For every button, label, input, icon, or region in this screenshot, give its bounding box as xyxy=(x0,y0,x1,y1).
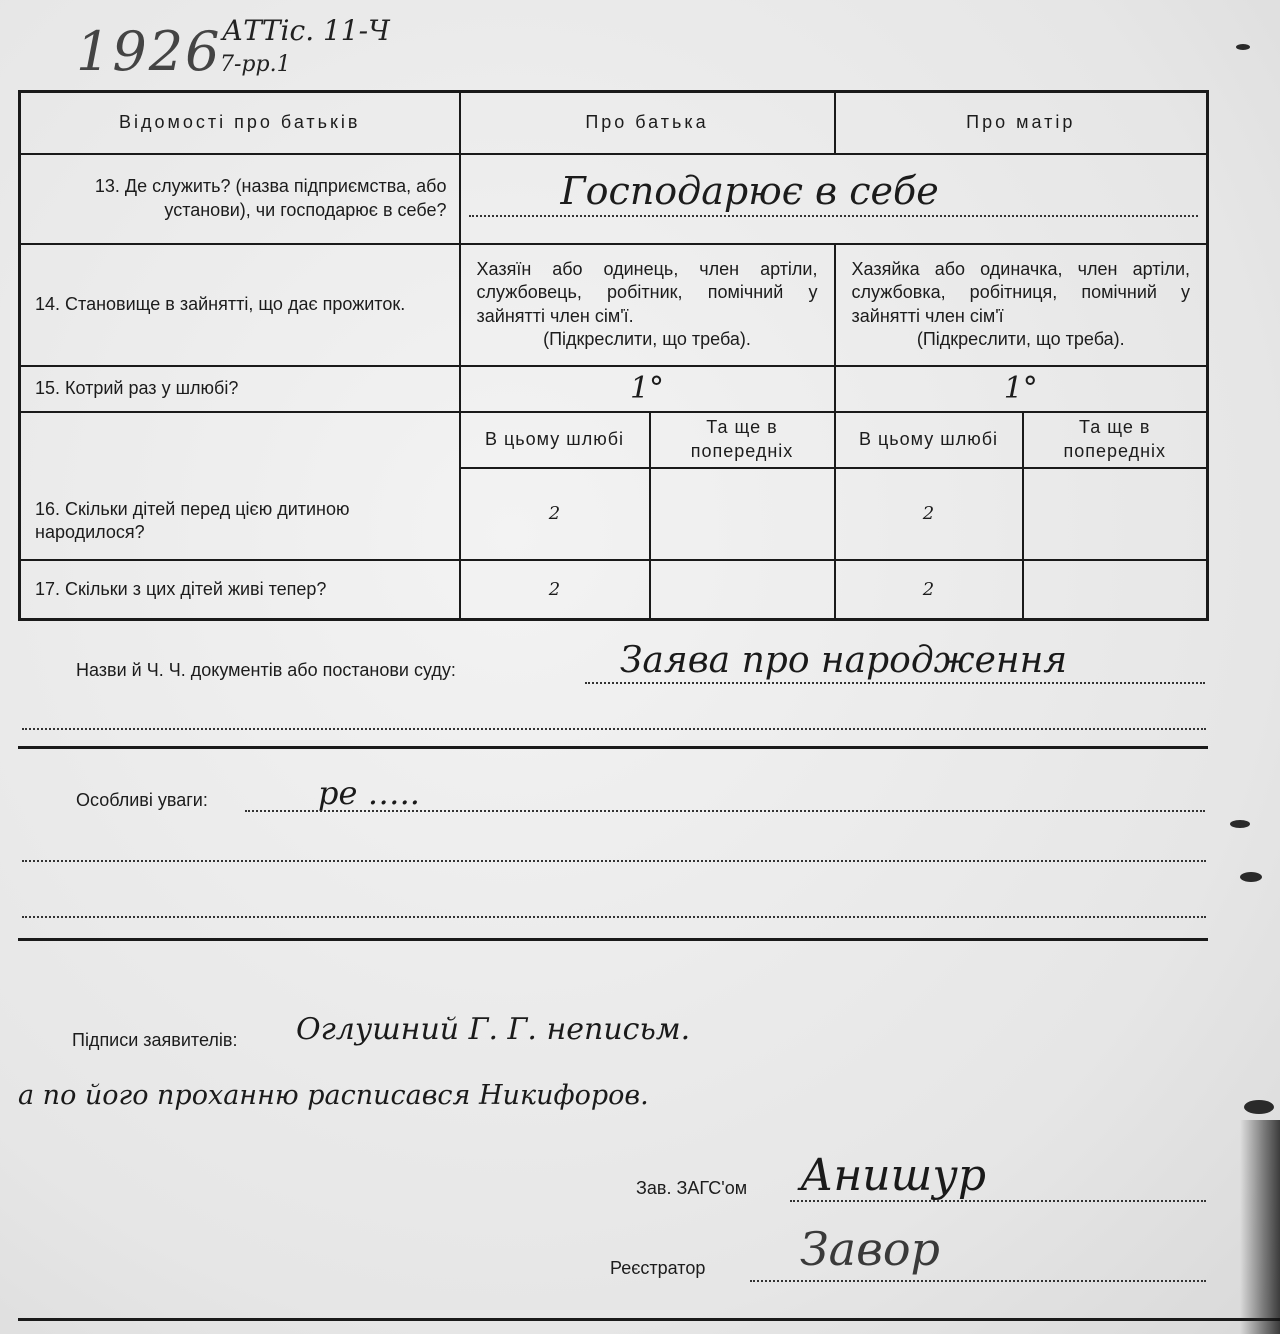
q13-answer-cell xyxy=(460,154,1208,244)
remarks-label: Особливі уваги: xyxy=(76,790,208,810)
ink-speck xyxy=(1236,44,1250,50)
subheader-father-this-marriage: В цьому шлюбі xyxy=(460,412,650,468)
ink-speck xyxy=(1244,1100,1274,1114)
q16-father-this: 2 xyxy=(460,468,650,560)
q17-mother-this: 2 xyxy=(835,560,1023,620)
ink-speck xyxy=(1230,820,1250,828)
q16-mother-this: 2 xyxy=(835,468,1023,560)
q14-father-note: (Підкреслити, що треба). xyxy=(543,328,751,349)
subheader-father-previous: Та ще в попередніх xyxy=(650,412,835,468)
q14-father-options-cell xyxy=(460,244,835,366)
torn-edge-shadow xyxy=(1240,1120,1280,1334)
ink-speck xyxy=(1240,872,1262,882)
head-signature: Анишур xyxy=(800,1150,987,1201)
q14-mother-options: Хазяйка або одиначка, член артіли, службовка, робітниця, помічний у зайнятті член сім'ї xyxy=(851,258,1190,326)
documents-dotted-line-2 xyxy=(22,728,1206,730)
q14-father-options: Хазяїн або одинець, член артіли, службовець, робітник, помічний у зайнятті член сім'ї. xyxy=(476,258,818,326)
head-dotted-line xyxy=(790,1200,1206,1202)
q14-mother-note: (Підкреслити, що треба). xyxy=(916,328,1125,349)
header-mother: Про матір xyxy=(835,92,1208,154)
q17-father-this: 2 xyxy=(460,560,650,620)
q16-label: 16. Скільки дітей перед цією дитиною народилося? xyxy=(20,412,460,560)
remarks-dotted-line-1 xyxy=(245,810,1205,812)
q15-label: 15. Котрий раз у шлюбі? xyxy=(20,366,460,412)
remarks-value: ре ….. xyxy=(318,774,420,812)
archive-subcode: 7-рр.1 xyxy=(220,52,291,77)
remarks-dotted-line-3 xyxy=(22,916,1206,918)
q14-mother-options-cell xyxy=(835,244,1208,366)
q17-label: 17. Скільки з цих дітей живі тепер? xyxy=(20,560,460,620)
q16-mother-prev xyxy=(1023,468,1208,560)
subheader-mother-previous: Та ще в попередніх xyxy=(1023,412,1208,468)
q13-dotted-line xyxy=(469,215,1199,217)
parents-info-table xyxy=(18,90,1209,621)
registrar-label: Реєстратор xyxy=(610,1258,706,1278)
row-q17 xyxy=(20,560,1208,620)
q15-mother: 1° xyxy=(835,366,1208,412)
archive-code: АТТіс. 11-Ч xyxy=(222,14,390,47)
documents-dotted-line-1 xyxy=(585,682,1205,684)
header-parents-info: Відомості про батьків xyxy=(20,92,460,154)
handwritten-year: 1926 xyxy=(76,20,222,83)
remarks-dotted-line-2 xyxy=(22,860,1206,862)
q13-answer: Господарює в себе xyxy=(560,168,939,213)
q15-father: 1° xyxy=(460,366,835,412)
registrar-dotted-line xyxy=(750,1280,1206,1282)
signatures-line2: а по його проханню расписався Никифоров. xyxy=(18,1080,649,1111)
row-subheaders xyxy=(20,412,1208,468)
q13-label: 13. Де служить? (назва підприємства, або установи), чи господарює в себе? xyxy=(20,154,460,244)
q14-label: 14. Становище в зайнятті, що дає прожиток. xyxy=(20,244,460,366)
header-father: Про батька xyxy=(460,92,835,154)
q17-mother-prev xyxy=(1023,560,1208,620)
row-q13 xyxy=(20,154,1208,244)
subheader-mother-this-marriage: В цьому шлюбі xyxy=(835,412,1023,468)
table-header-row xyxy=(20,92,1208,154)
bottom-divider xyxy=(18,1318,1280,1321)
registrar-signature: Завор xyxy=(800,1222,940,1276)
q17-father-prev xyxy=(650,560,835,620)
row-q15 xyxy=(20,366,1208,412)
section-divider-2 xyxy=(18,938,1208,941)
signatures-label: Підписи заявителів: xyxy=(72,1030,238,1050)
head-label: Зав. ЗАГС'ом xyxy=(636,1178,748,1198)
row-q14 xyxy=(20,244,1208,366)
documents-label: Назви й Ч. Ч. документів або постанови суду: xyxy=(76,660,456,680)
documents-value: Заява про народження xyxy=(620,640,1068,681)
q16-father-prev xyxy=(650,468,835,560)
signatures-line1: Оглушний Г. Г. неписьм. xyxy=(296,1012,691,1047)
section-divider-1 xyxy=(18,746,1208,749)
